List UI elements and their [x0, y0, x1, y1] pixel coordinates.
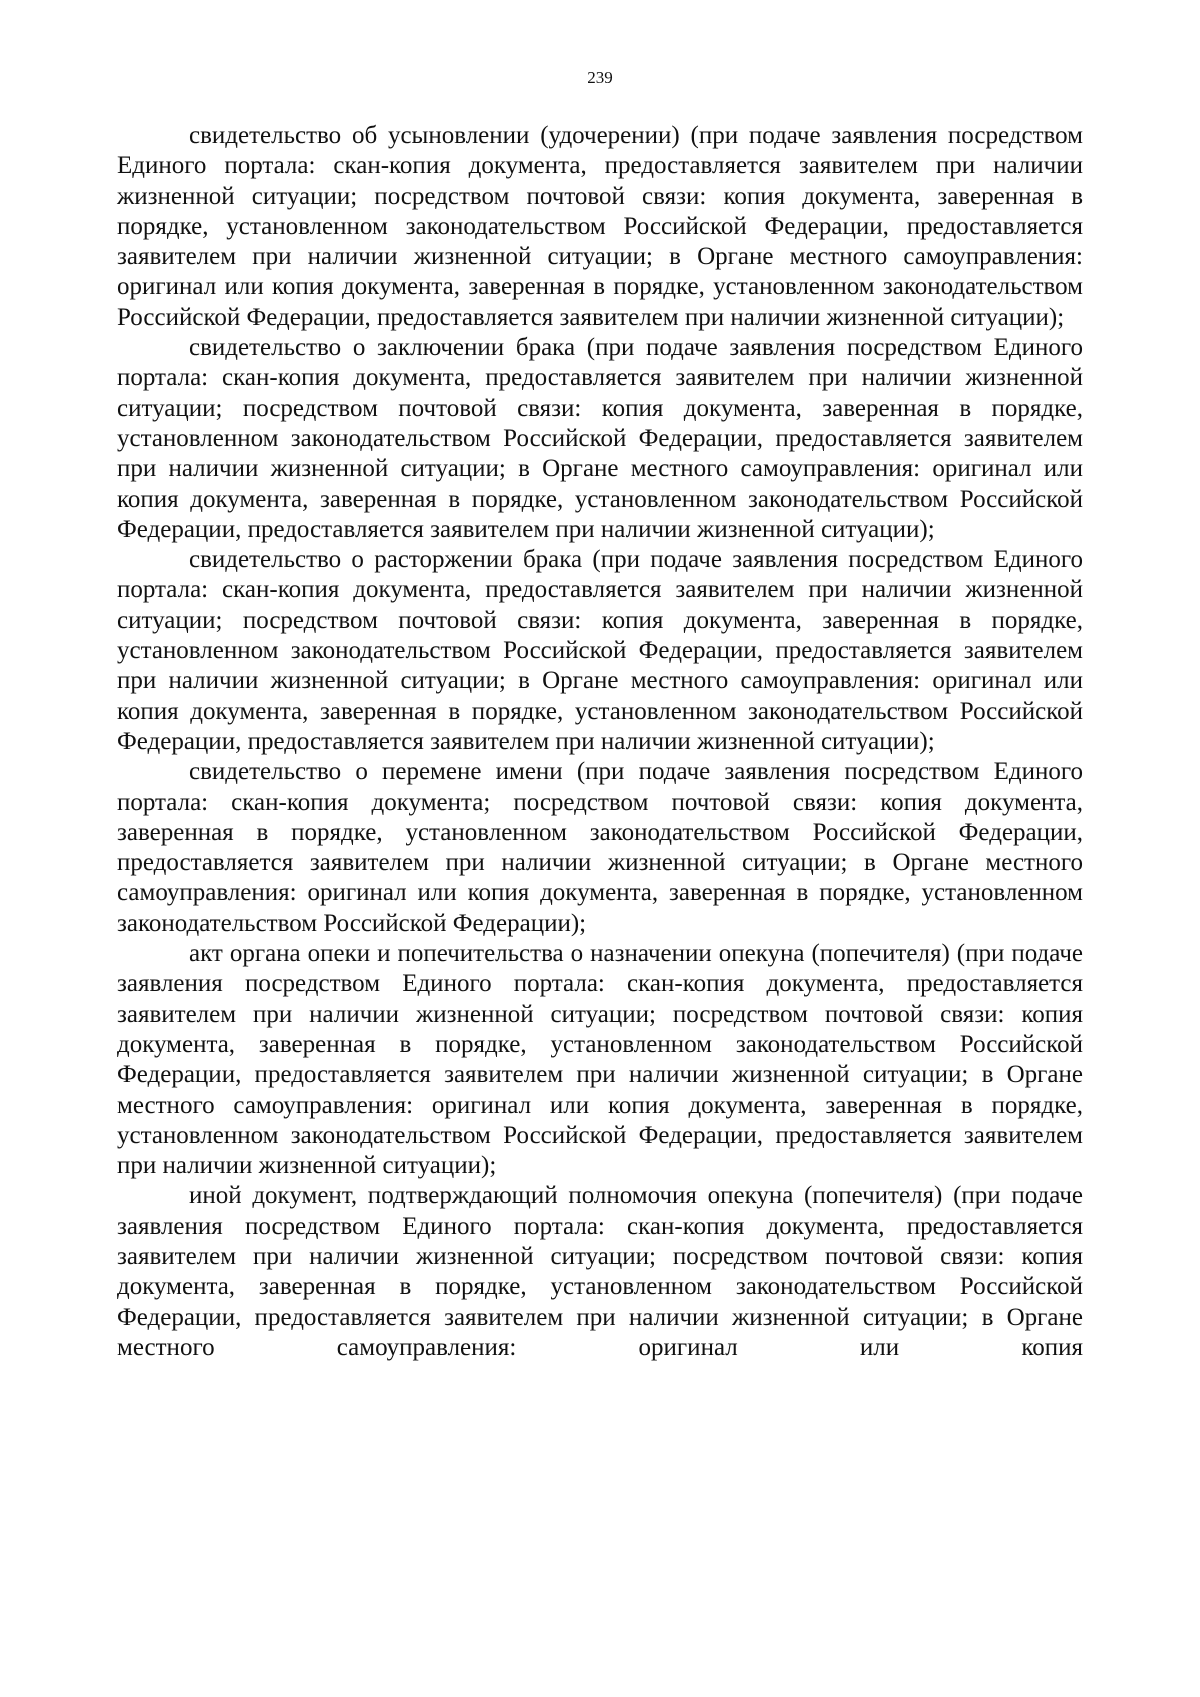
paragraph-name-change-certificate: свидетельство о перемене имени (при подаче заявления посредством Единого портала: скан-копия документа; посредством почтовой связи: копия документа, заверенная в порядке, установленном законодательством Российской Федерации, предоставляется заявителем при наличии жизненной ситуации; в Органе местного самоуправления: оригинал или копия документа, заверенная в порядке, установленном законодательством Российской Федерации); [117, 758, 1083, 937]
document-body [117, 121, 1083, 1363]
paragraph-divorce-certificate: свидетельство о расторжении брака (при подаче заявления посредством Единого портала: скан-копия документа, предоставляется заявителем при наличии жизненной ситуации; посредством почтовой связи: копия документа, заверенная в порядке, установленном законодательством Российской Федерации, предоставляется заявителем при наличии жизненной ситуации; в Органе местного самоуправления: оригинал или копия документа, заверенная в порядке, установленном законодательством Российской Федерации, предоставляется заявителем при наличии жизненной ситуации); [117, 546, 1083, 755]
paragraph-guardianship-act: акт органа опеки и попечительства о назначении опекуна (попечителя) (при подаче заявления посредством Единого портала: скан-копия документа, предоставляется заявителем при наличии жизненной ситуации; посредством почтовой связи: копия документа, заверенная в порядке, установленном законодательством Российской Федерации, предоставляется заявителем при наличии жизненной ситуации; в Органе местного самоуправления: оригинал или копия документа, заверенная в порядке, установленном законодательством Российской Федерации, предоставляется заявителем при наличии жизненной ситуации); [117, 940, 1083, 1180]
paragraph-guardian-authority-document: иной документ, подтверждающий полномочия опекуна (попечителя) (при подаче заявления посредством Единого портала: скан-копия документа, предоставляется заявителем при наличии жизненной ситуации; посредством почтовой связи: копия документа, заверенная в порядке, установленном законодательством Российской Федерации, предоставляется заявителем при наличии жизненной ситуации; в Органе местного самоуправления: оригинал или копия [117, 1182, 1083, 1361]
paragraph-adoption-certificate: свидетельство об усыновлении (удочерении) (при подаче заявления посредством Единого портала: скан-копия документа, предоставляется заявителем при наличии жизненной ситуации; посредством почтовой связи: копия документа, заверенная в порядке, установленном законодательством Российской Федерации, предоставляется заявителем при наличии жизненной ситуации; в Органе местного самоуправления: оригинал или копия документа, заверенная в порядке, установленном законодательством Российской Федерации, предоставляется заявителем при наличии жизненной ситуации); [117, 122, 1083, 331]
page-number: 239 [587, 68, 613, 87]
paragraph-marriage-certificate: свидетельство о заключении брака (при подаче заявления посредством Единого портала: скан-копия документа, предоставляется заявителем при наличии жизненной ситуации; посредством почтовой связи: копия документа, заверенная в порядке, установленном законодательством Российской Федерации, предоставляется заявителем при наличии жизненной ситуации; в Органе местного самоуправления: оригинал или копия документа, заверенная в порядке, установленном законодательством Российской Федерации, предоставляется заявителем при наличии жизненной ситуации); [117, 334, 1083, 543]
